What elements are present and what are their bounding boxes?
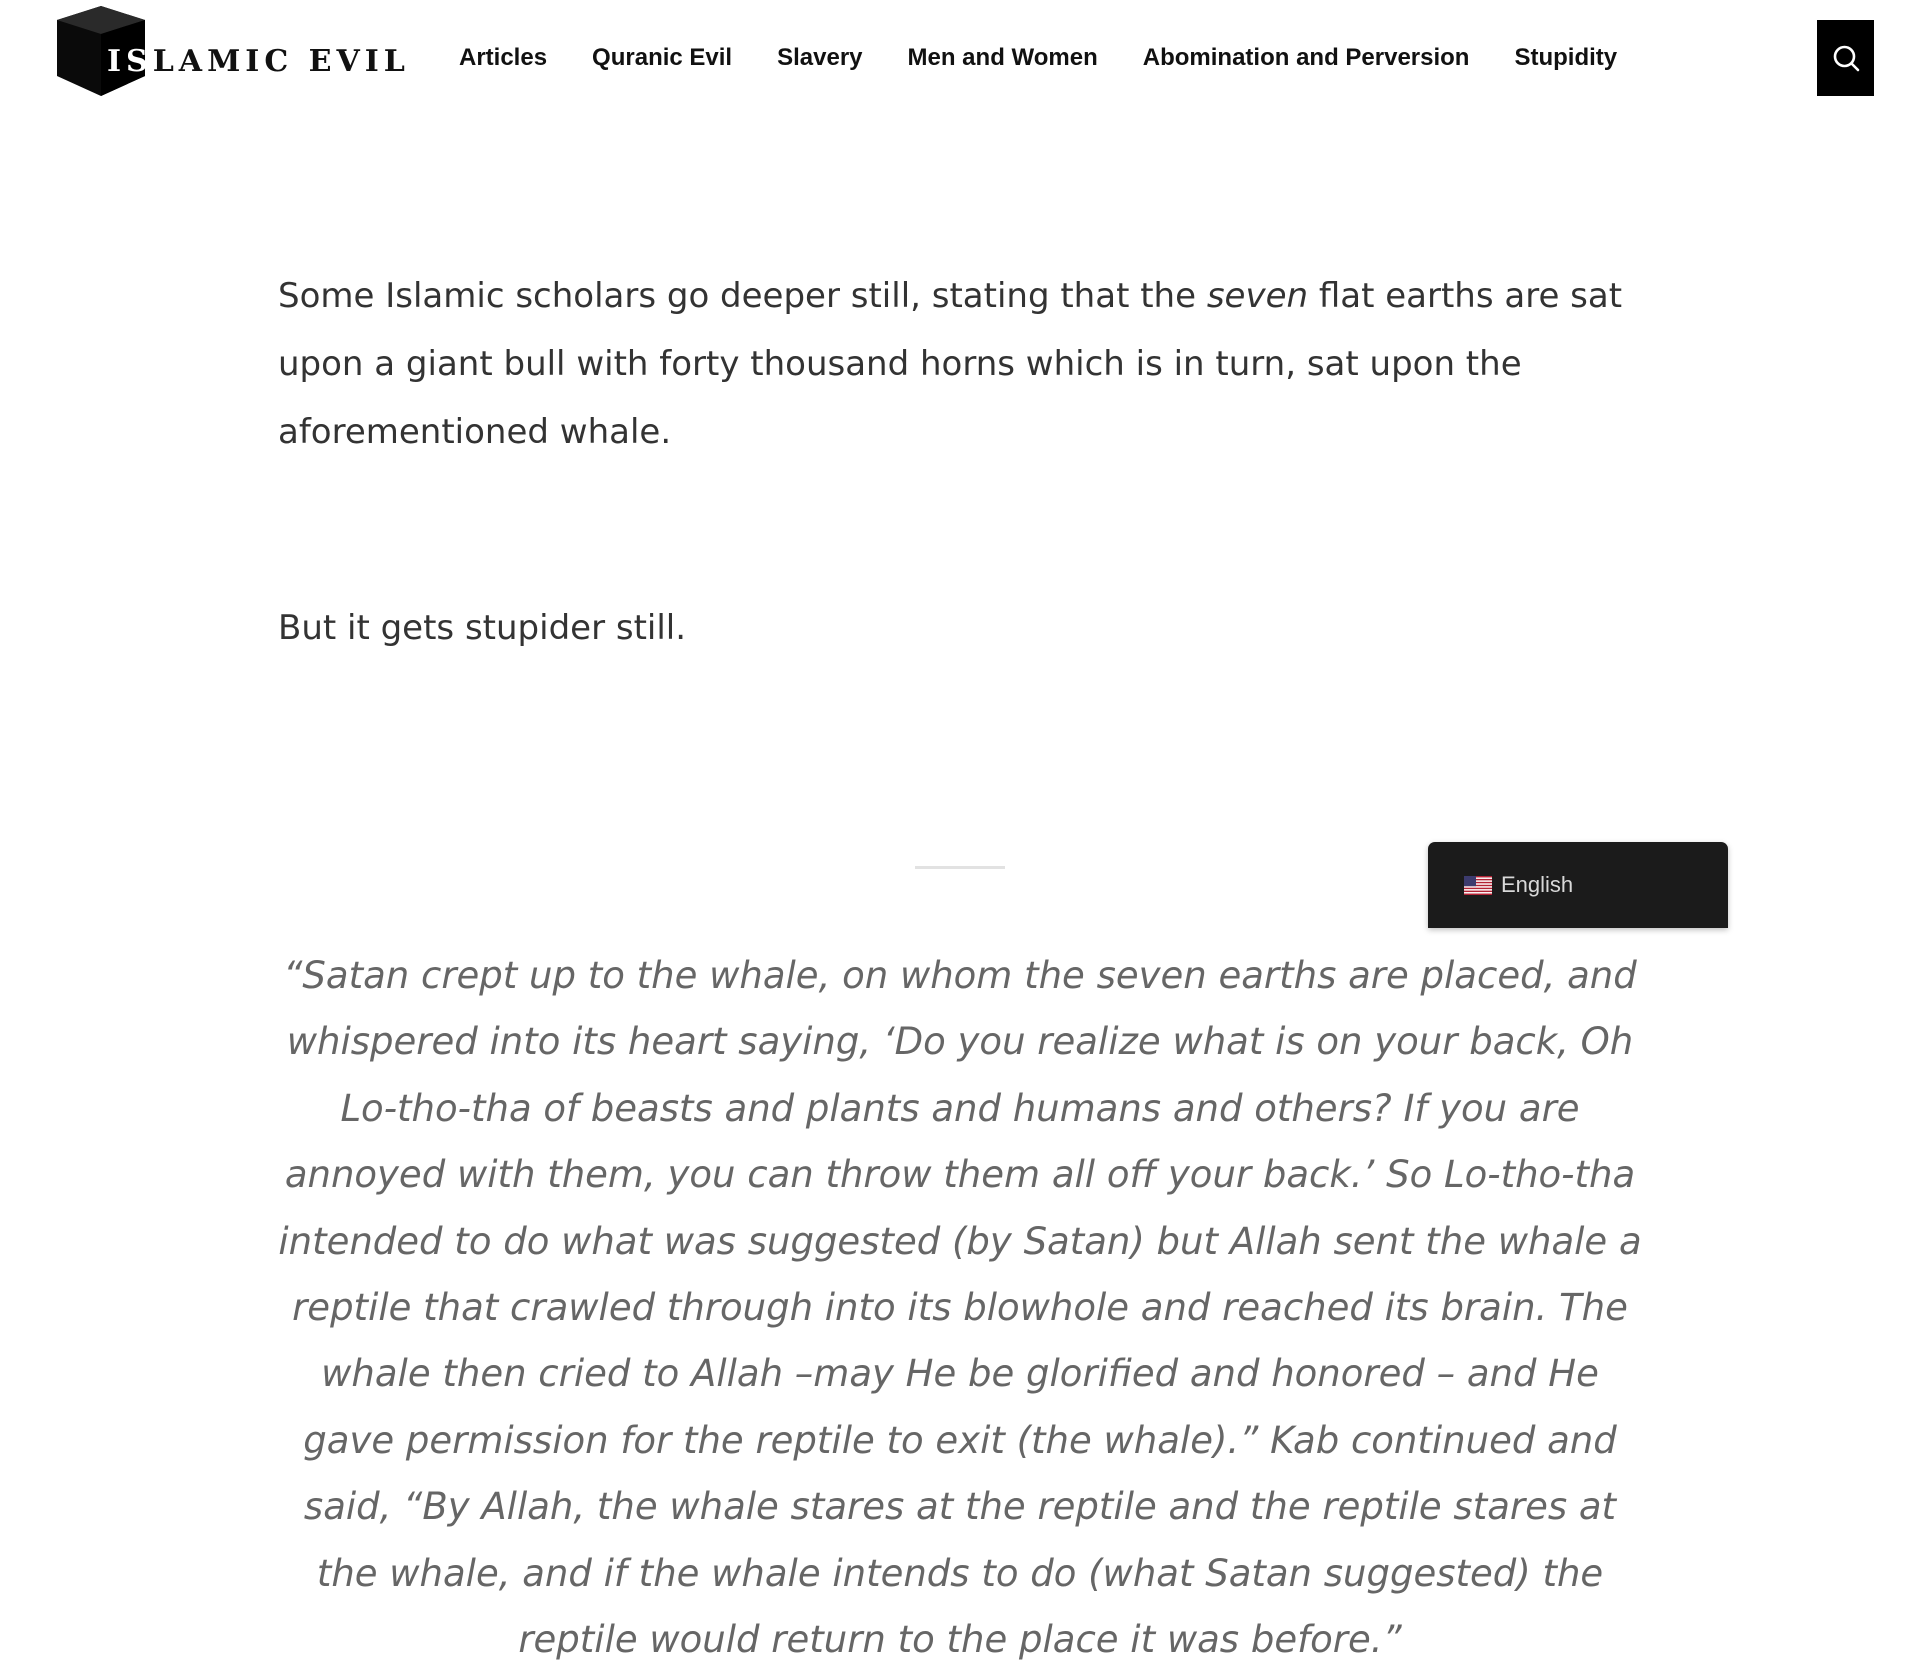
paragraph-text: flat earths are sat upon a giant bull with forty thousand horns which is in turn, sat upon the aforementioned whale. xyxy=(278,276,1623,452)
article-paragraph: But it gets stupider still. xyxy=(278,608,687,648)
nav-item-men-and-women[interactable]: Men and Women xyxy=(907,44,1098,71)
nav-item-slavery[interactable]: Slavery xyxy=(777,44,863,71)
site-logo-text: ISLAMIC EVIL xyxy=(107,44,410,79)
main-nav xyxy=(459,40,1617,76)
search-button[interactable] xyxy=(1817,20,1874,96)
us-flag-icon xyxy=(1464,876,1492,895)
language-switcher[interactable] xyxy=(1428,842,1728,928)
paragraph-text: Some Islamic scholars go deeper still, stating that the xyxy=(278,276,1207,316)
search-icon xyxy=(1832,44,1860,72)
article-paragraph xyxy=(278,262,1658,466)
site-logo[interactable] xyxy=(55,4,410,100)
site-header xyxy=(0,0,1920,120)
language-label: English xyxy=(1501,872,1574,897)
pull-quote: “Satan crept up to the whale, on whom the seven earths are placed, and whispered into its heart saying, ‘Do you realize what is on your back, Oh Lo-tho-tha of beasts and plants and humans and others? If you are annoyed with them, you can throw them all off your back.’ So Lo-tho-tha intended to do what was suggested (by Satan) but Allah sent the whale a reptile that crawled through into its blowhole and reached its brain. The whale then cried to Allah –may He be glorified and honored – and He gave permission for the reptile to exit (the whale).” Kab continued and said, “By Allah, the whale stares at the reptile and the reptile stares at the whale, and if the whale intends to do (what Satan suggested) the reptile would return to the place it was before.” xyxy=(278,954,1642,1662)
emphasis-text: seven xyxy=(1206,276,1309,316)
quote-separator xyxy=(915,866,1005,869)
nav-item-articles[interactable]: Articles xyxy=(459,44,548,71)
nav-item-abomination-and-perversion[interactable]: Abomination and Perversion xyxy=(1142,44,1470,71)
nav-item-quranic-evil[interactable]: Quranic Evil xyxy=(592,44,733,71)
nav-item-stupidity[interactable]: Stupidity xyxy=(1514,44,1618,71)
